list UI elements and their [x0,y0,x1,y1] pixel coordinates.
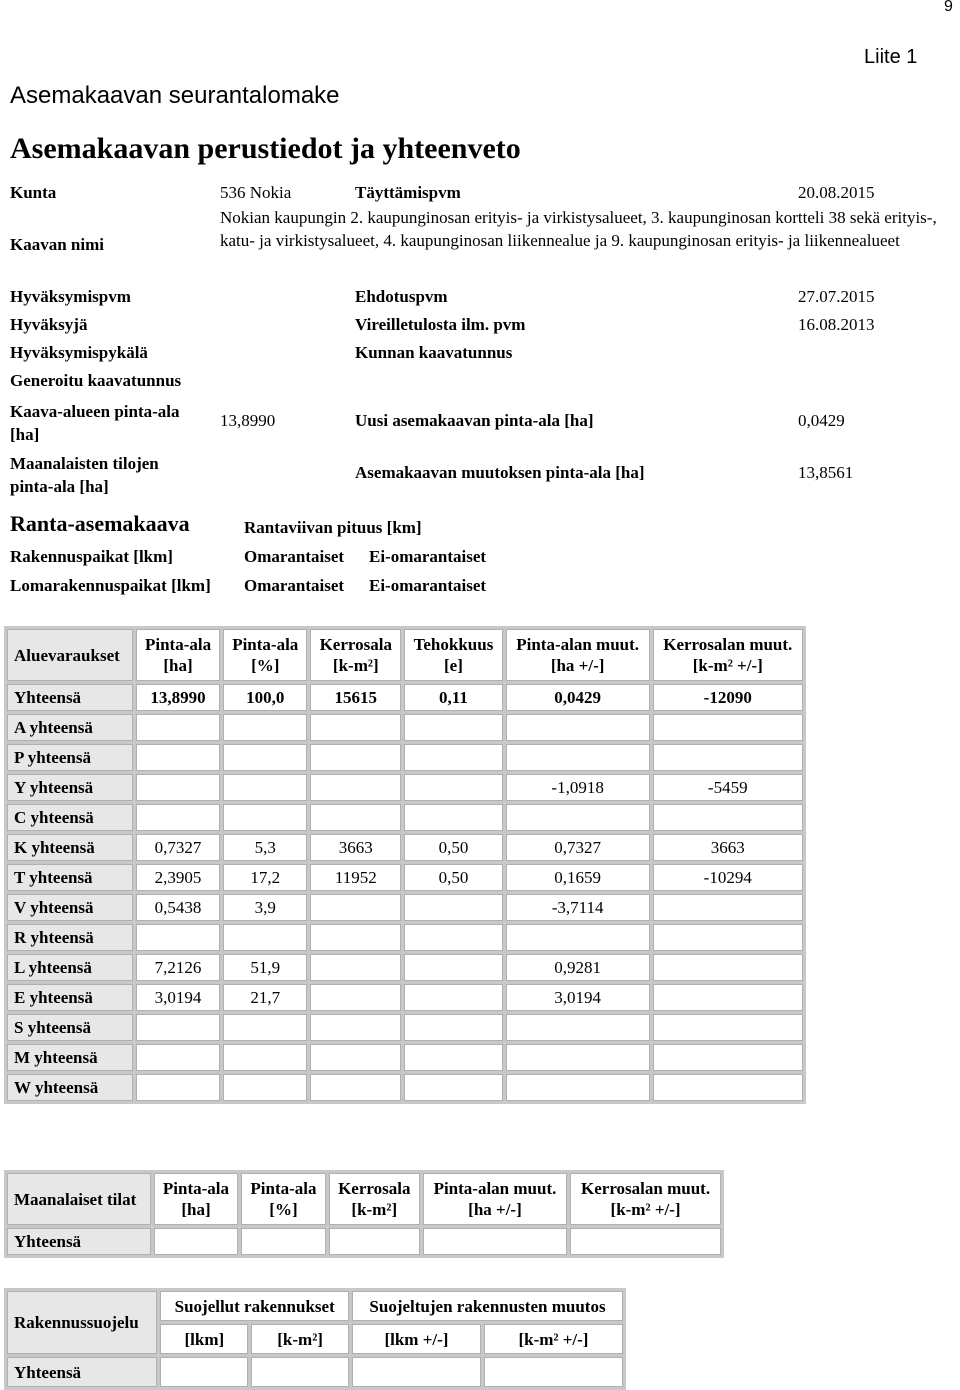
underground-cell [329,1228,420,1255]
underground-header-text: Pinta-ala [250,1179,317,1198]
areas-row-label: R yhteensä [7,924,133,951]
initiation-date-label: Vireilletulosta ilm. pvm [355,315,526,334]
areas-cell [136,774,220,801]
initiation-date-value: 16.08.2013 [798,315,875,334]
areas-cell: 0,50 [404,834,503,861]
areas-cell [404,954,503,981]
areas-cell: 100,0 [223,684,307,711]
areas-header-text: Kerrosalan muut. [663,635,793,654]
areas-row-label: E yhteensä [7,984,133,1011]
areas-cell [653,804,803,831]
underground-cell [154,1228,238,1255]
areas-cell: -3,7114 [506,894,650,921]
page-title: Asemakaavan perustiedot ja yhteenveto [10,132,521,165]
underground-header-4 [423,1173,567,1225]
protection-subheader-2: [lkm +/-] [352,1324,481,1354]
area-reservations-table [4,626,806,1104]
areas-row-r-yhteens [7,924,803,951]
areas-header-text: Kerrosala [319,635,392,654]
areas-cell [223,804,307,831]
protection-row-header: Rakennussuojelu [7,1291,157,1354]
areas-row-a-yhteens [7,714,803,741]
areas-cell: 0,5438 [136,894,220,921]
approver-label: Hyväksyjä [10,315,88,334]
underground-header-text: Maanalaiset tilat [14,1189,137,1209]
protection-row-label: Yhteensä [7,1357,157,1387]
underground-row-yhteens [7,1228,721,1255]
areas-header-text: Pinta-alan muut. [516,635,640,654]
areas-cell [653,714,803,741]
kunta-label: Kunta [10,183,57,202]
protection-subheader-0: [lkm] [160,1324,248,1354]
areas-header-text: Aluevaraukset [14,645,120,665]
plan-name-value: Nokian kaupungin 2. kaupunginosan erityis- ja virkistysalueet, 3. kaupunginosan kortteli 38 sekä erityis-, katu- ja virkistysalueet, 4. kaupunginosan liikennealue ja 9. kaupunginosan erityis- ja liikennealueet [220,208,937,250]
areas-cell [404,714,503,741]
generated-code-label: Generoitu kaavatunnus [10,371,182,390]
areas-cell [310,1044,401,1071]
areas-cell [310,744,401,771]
areas-cell [506,714,650,741]
areas-cell [136,1014,220,1041]
areas-row-label: T yhteensä [7,864,133,891]
areas-cell: 3,0194 [136,984,220,1011]
areas-row-label: S yhteensä [7,1014,133,1041]
areas-cell [506,804,650,831]
areas-header-text: [ha] [163,656,193,675]
change-area-label: Asemakaavan muutoksen pinta-ala [ha] [355,463,645,482]
areas-header-1 [136,629,220,681]
underground-header-0 [7,1173,151,1225]
protected-buildings-change-header: Suojeltujen rakennusten muutos [352,1291,623,1321]
areas-cell: 15615 [310,684,401,711]
plan-name-label: Kaavan nimi [10,235,104,254]
areas-header-text: [k-m² +/-] [692,656,763,675]
areas-row-c-yhteens [7,804,803,831]
areas-row-y-yhteens [7,774,803,801]
shoreline-label: Rantaviivan pituus [km] [244,518,422,537]
areas-row-label: Y yhteensä [7,774,133,801]
areas-cell [310,894,401,921]
areas-cell [136,1044,220,1071]
areas-cell [223,1044,307,1071]
underground-header-text: [ha] [181,1200,211,1219]
protection-cell [352,1357,481,1387]
underground-cell [241,1228,325,1255]
underground-area-label: Maanalaisten tilojen pinta-ala [ha] [10,454,159,496]
underground-header-text: [%] [269,1200,298,1219]
areas-cell [310,924,401,951]
areas-header-5 [506,629,650,681]
areas-cell [653,1014,803,1041]
areas-cell [310,954,401,981]
areas-header-row [7,629,803,681]
areas-header-2 [223,629,307,681]
areas-cell: 0,7327 [136,834,220,861]
page-number: 9 [944,0,953,15]
areas-cell [310,774,401,801]
areas-cell [223,774,307,801]
protected-buildings-header: Suojellut rakennukset [160,1291,349,1321]
proposal-date-value: 27.07.2015 [798,287,875,306]
areas-cell: 3663 [653,834,803,861]
areas-cell [404,1014,503,1041]
areas-cell: 0,9281 [506,954,650,981]
underground-header-5 [570,1173,721,1225]
areas-cell [653,1044,803,1071]
plan-area-value: 13,8990 [220,411,276,430]
areas-row-w-yhteens [7,1074,803,1101]
underground-header-1 [154,1173,238,1225]
areas-cell: -1,0918 [506,774,650,801]
areas-cell: 2,3905 [136,864,220,891]
areas-cell [653,744,803,771]
underground-cell [570,1228,721,1255]
areas-header-3 [310,629,401,681]
areas-row-label: W yhteensä [7,1074,133,1101]
areas-cell: 3663 [310,834,401,861]
areas-cell [404,924,503,951]
areas-cell [653,894,803,921]
underground-header-2 [241,1173,325,1225]
areas-cell [223,1074,307,1101]
areas-header-text: [k-m²] [332,656,379,675]
areas-cell [310,1014,401,1041]
areas-header-text: Pinta-ala [232,635,299,654]
areas-row-e-yhteens [7,984,803,1011]
areas-cell: -10294 [653,864,803,891]
areas-cell [310,984,401,1011]
areas-cell [136,744,220,771]
areas-row-label: Yhteensä [7,684,133,711]
areas-row-t-yhteens [7,864,803,891]
form-title: Asemakaavan seurantalomake [10,82,340,109]
areas-row-label: P yhteensä [7,744,133,771]
areas-row-v-yhteens [7,894,803,921]
areas-header-text: [%] [251,656,280,675]
areas-row-k-yhteens [7,834,803,861]
underground-row-label: Yhteensä [7,1228,151,1255]
areas-cell [506,924,650,951]
areas-cell [136,924,220,951]
areas-cell [310,714,401,741]
building-sites-own-shore: Omarantaiset [244,547,345,566]
areas-cell [404,744,503,771]
areas-row-p-yhteens [7,744,803,771]
underground-header-text: [ha +/-] [468,1200,522,1219]
areas-cell [223,714,307,741]
areas-header-text: Tehokkuus [413,635,494,654]
holiday-sites-label: Lomarakennuspaikat [lkm] [10,576,211,595]
areas-cell: 3,0194 [506,984,650,1011]
underground-spaces-table [4,1170,724,1258]
areas-cell [653,924,803,951]
underground-cell [423,1228,567,1255]
building-sites-label: Rakennuspaikat [lkm] [10,547,173,566]
areas-cell: 3,9 [223,894,307,921]
underground-header-text: Kerrosala [338,1179,411,1198]
areas-cell: 13,8990 [136,684,220,711]
areas-cell: 0,1659 [506,864,650,891]
kunta-value: 536 Nokia [220,183,292,202]
areas-cell: 7,2126 [136,954,220,981]
plan-area-label: Kaava-alueen pinta-ala [ha] [10,402,180,444]
municipal-code-label: Kunnan kaavatunnus [355,343,513,362]
areas-cell: 5,3 [223,834,307,861]
underground-header-text: [k-m²] [351,1200,398,1219]
areas-row-label: C yhteensä [7,804,133,831]
areas-cell [310,804,401,831]
areas-cell [506,1014,650,1041]
underground-header-text: [k-m² +/-] [610,1200,681,1219]
underground-header-row [7,1173,721,1225]
protection-subheader-1: [k-m²] [251,1324,349,1354]
underground-header-text: Kerrosalan muut. [581,1179,711,1198]
new-area-value: 0,0429 [798,411,845,430]
areas-cell [136,1074,220,1101]
areas-cell [136,804,220,831]
areas-cell [506,1044,650,1071]
proposal-date-label: Ehdotuspvm [355,287,448,306]
areas-cell [404,804,503,831]
building-protection-table [4,1288,626,1390]
areas-header-text: [ha +/-] [550,656,605,675]
areas-cell: -5459 [653,774,803,801]
change-area-value: 13,8561 [798,463,854,482]
areas-cell: 11952 [310,864,401,891]
areas-cell [404,1074,503,1101]
filled-date-label: Täyttämispvm [355,183,461,202]
areas-cell [136,714,220,741]
areas-header-0 [7,629,133,681]
protection-cell [484,1357,623,1387]
areas-cell: -12090 [653,684,803,711]
areas-cell: 0,11 [404,684,503,711]
protection-cell [160,1357,248,1387]
areas-cell [653,954,803,981]
approval-section-label: Hyväksymispykälä [10,343,148,362]
areas-cell [223,1014,307,1041]
areas-cell [404,774,503,801]
areas-cell: 0,0429 [506,684,650,711]
holiday-sites-non-shore: Ei-omarantaiset [369,576,487,595]
areas-cell [223,924,307,951]
areas-row-label: K yhteensä [7,834,133,861]
areas-cell [653,1074,803,1101]
areas-cell [404,1044,503,1071]
areas-row-l-yhteens [7,954,803,981]
areas-cell [223,744,307,771]
areas-cell [310,1074,401,1101]
areas-cell [404,984,503,1011]
areas-cell [404,894,503,921]
areas-row-m-yhteens [7,1044,803,1071]
areas-row-label: A yhteensä [7,714,133,741]
protection-cell [251,1357,349,1387]
areas-header-text: [e] [444,656,463,675]
underground-header-text: Pinta-alan muut. [433,1179,557,1198]
areas-header-4 [404,629,503,681]
areas-header-6 [653,629,803,681]
protection-subheader-3: [k-m² +/-] [484,1324,623,1354]
areas-header-text: Pinta-ala [144,635,212,654]
filled-date-value: 20.08.2015 [798,183,875,202]
areas-row-s-yhteens [7,1014,803,1041]
areas-row-label: L yhteensä [7,954,133,981]
new-area-label: Uusi asemakaavan pinta-ala [ha] [355,411,594,430]
areas-cell: 17,2 [223,864,307,891]
areas-cell [506,744,650,771]
areas-cell: 51,9 [223,954,307,981]
areas-cell: 0,7327 [506,834,650,861]
areas-row-label: M yhteensä [7,1044,133,1071]
areas-row-label: V yhteensä [7,894,133,921]
areas-row-yhteens [7,684,803,711]
areas-cell: 0,50 [404,864,503,891]
building-sites-non-shore: Ei-omarantaiset [369,547,487,566]
areas-cell [653,984,803,1011]
shore-plan-title: Ranta-asemakaava [10,511,190,536]
attachment-label: Liite 1 [864,46,918,68]
approval-date-label: Hyväksymispvm [10,287,131,306]
holiday-sites-own-shore: Omarantaiset [244,576,345,595]
areas-cell [506,1074,650,1101]
areas-cell: 21,7 [223,984,307,1011]
underground-header-text: Pinta-ala [162,1179,230,1198]
underground-header-3 [329,1173,420,1225]
